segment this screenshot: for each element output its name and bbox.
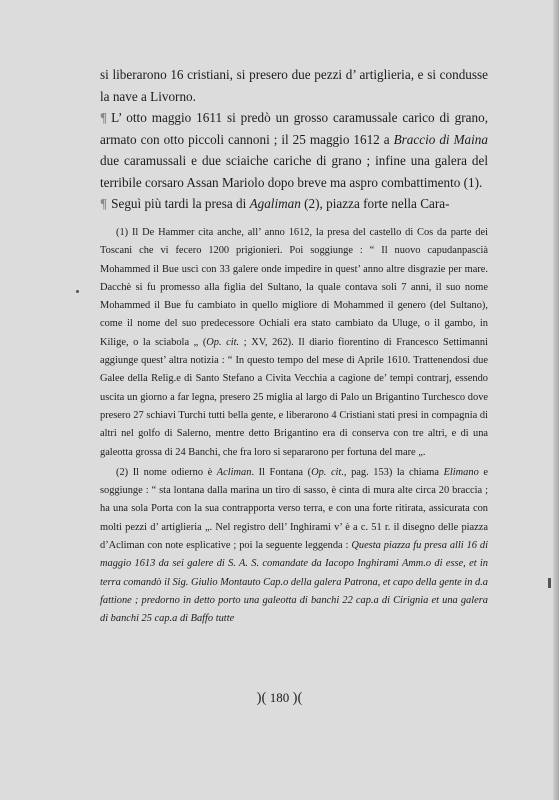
folio-ornament-right: )( bbox=[292, 690, 303, 706]
footnotes bbox=[100, 224, 488, 629]
pilcrow-icon: ¶ bbox=[100, 196, 108, 211]
folio-ornament-left: )( bbox=[256, 690, 267, 706]
footnote-2: (2) Il nome odierno è Acliman. Il Fontana (Op. cit., pag. 153) la chiama Elimano e soggiunge : “ sta lontana dalla marina un tiro di sasso, è cinta di mura alte circa 20 braccia ; ha una sola Porta con la sua contrapporta verso terra, e con una forte ritirata, assicurata con molti pezzi d’ artiglieria „. Nel registro dell’ Inghirami v’ è a c. 51 r. il disegno delle piazza d’Acliman con note esplicative ; poi la seguente leggenda : Questa piazza fu presa alli 16 di maggio 1613 da sei galere di S. A. S. comandate da Iacopo Inghirami Amm.o di esse, et in terra comandò il Sig. Giulio Montauto Cap.o della galera Patrona, et capo della gente in d.a fattione ; predorno in detto porto una galeotta di banchi 22 cap.a di Cirignia et una galera di banchi 25 cap.a di Baffo tutte bbox=[100, 466, 489, 625]
paragraph-2: ¶ L’ otto maggio 1611 si predò un grosso caramussale carico di grano, armato con otto piccoli cannoni ; il 25 maggio 1612 a Braccio di Maina due caramussali e due sciaiche cariche di grano ; infine una galera del terribile corsaro Assan Mariolo dopo breve ma aspro combattimento (1). bbox=[100, 110, 488, 190]
edge-mark bbox=[548, 578, 551, 588]
page-edge-shadow bbox=[553, 0, 559, 800]
page-number bbox=[0, 690, 559, 707]
pilcrow-icon: ¶ bbox=[100, 110, 108, 125]
paragraph-3: ¶ Seguì più tardi la presa di Agaliman (2), piazza forte nella Cara- bbox=[100, 196, 450, 211]
page-number-value: 180 bbox=[269, 690, 290, 705]
footnote-1: (1) Il De Hammer cita anche, all’ anno 1612, la presa del castello di Cos da parte dei Toscani che vi fecero 1200 prigionieri. Poi soggiunge : “ Il nuovo capudanpascià Mohammed il Bue uscì con 33 galere onde impedire in quest’ anno altre disgrazie per mare. Dacchè si fu promesso alla figlia del Sultano, la quale contava soli 7 anni, il suo nome Mohammed il Bue fu cambiato in quello migliore di Mohammed il genero (del Sultano), come il nome del suo predecessore Ochiali era stato cambiato da Uluge, o il gambo, in Kilige, o la sciabola „ (Op. cit. ; XV, 262). Il diario fiorentino di Francesco Settimanni aggiunge quest’ altra notizia : “ In questo tempo del mese di Aprile 1610. Trattenendosi due Galee della Relig.e di Santo Stefano a Civita Vecchia a cagione de’ tempi contrarj, essendo uscita un giorno a far legna, presero 25 miglia al largo di Palo un Brigantino Turchesco dove presero 27 schiavi Turchi tutti bella gente, e liberarono 4 Cristiani stati presi in compagnia di altri nel golfo di Salerno, mentre detto Brigantino era di conserva con tre altri, e di una galeotta grossa di 24 Banchi, che fra loro si separarono per fortuna del mare „. bbox=[100, 227, 488, 458]
paragraph-1: si liberarono 16 cristiani, si presero due pezzi d’ artiglieria, e si condusse la nave a Livorno. bbox=[100, 67, 488, 104]
main-text bbox=[100, 64, 488, 215]
margin-dot bbox=[76, 290, 79, 293]
